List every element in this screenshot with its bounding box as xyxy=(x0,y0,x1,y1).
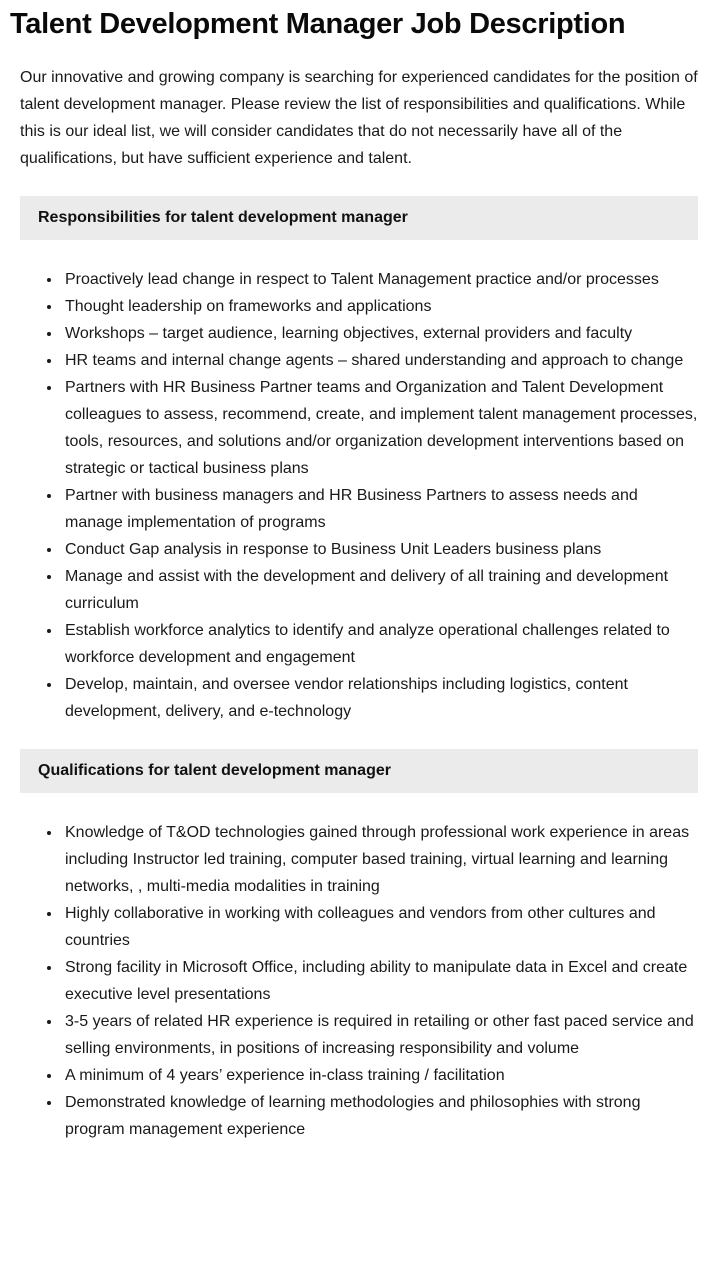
list-item: • A minimum of 4 years’ experience in-class training / facilitation xyxy=(62,1062,698,1089)
list-item: • Demonstrated knowledge of learning methodologies and philosophies with strong program management experience xyxy=(62,1089,698,1143)
list-item: • Strong facility in Microsoft Office, including ability to manipulate data in Excel and create executive level presentations xyxy=(62,954,698,1008)
list-item: • Partner with business managers and HR Business Partners to assess needs and manage implementation of programs xyxy=(62,482,698,536)
list-item: • Conduct Gap analysis in response to Business Unit Leaders business plans xyxy=(62,536,698,563)
list-item: • Workshops – target audience, learning objectives, external providers and faculty xyxy=(62,320,698,347)
list-item: • Develop, maintain, and oversee vendor relationships including logistics, content development, delivery, and e-technology xyxy=(62,671,698,725)
list-item: • Proactively lead change in respect to Talent Management practice and/or processes xyxy=(62,266,698,293)
intro-paragraph: Our innovative and growing company is searching for experienced candidates for the position of talent development manager. Please review the list of responsibilities and qualifications. While this is our ideal list, we will consider candidates that do not necessarily have all of the qualifications, but have sufficient experience and talent. xyxy=(20,69,698,168)
page-title: Talent Development Manager Job Description xyxy=(10,8,626,40)
list-item: • Thought leadership on frameworks and applications xyxy=(62,293,698,320)
list-item: • Knowledge of T&OD technologies gained through professional work experience in areas including Instructor led training, computer based training, virtual learning and learning networks, , multi-media modalities in training xyxy=(62,819,698,900)
section-header-qualifications: Qualifications for talent development manager xyxy=(20,749,698,793)
list-item: • Partners with HR Business Partner teams and Organization and Talent Development colleagues to assess, recommend, create, and implement talent management processes, tools, resources, and solutions and/or organization development interventions based on strategic or tactical business plans xyxy=(62,374,698,482)
list-item: • 3-5 years of related HR experience is required in retailing or other fast paced service and selling environments, in positions of increasing responsibility and volume xyxy=(62,1008,698,1062)
list-item: • Manage and assist with the development and delivery of all training and development curriculum xyxy=(62,563,698,617)
list-item: • Highly collaborative in working with colleagues and vendors from other cultures and countries xyxy=(62,900,698,954)
responsibilities-list xyxy=(20,266,698,725)
list-item: • Establish workforce analytics to identify and analyze operational challenges related to workforce development and engagement xyxy=(62,617,698,671)
list-item: • HR teams and internal change agents – shared understanding and approach to change xyxy=(62,347,698,374)
section-header-responsibilities: Responsibilities for talent development manager xyxy=(20,196,698,240)
qualifications-list xyxy=(20,819,698,1143)
